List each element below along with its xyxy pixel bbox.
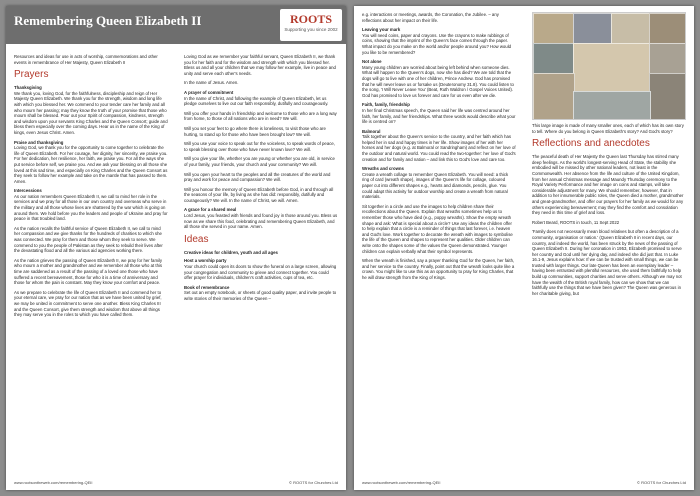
footer-copyright: © ROOTS for Churches Ltd: [289, 480, 338, 485]
section-text: In the name of Christ, and following the example of Queen Elizabeth, let us pledge ourselves to live out our faith responsibly, dutifully and courageously.: [184, 95, 329, 107]
section-text: Your church could open its doors to show the funeral on a large screen, allowing your congregation and community to grieve and connect together. You could offer prayer for individuals, children's craft activities, cups of tea, etc.: [184, 264, 337, 281]
section-text: The peaceful death of Her Majesty the Queen last Thursday has stirred many deep feelings. As the world's longest-serving Head of State, the stability she embodied will be missed by other national leaders, not least in the Commonwealth. Her absence from the life and culture of the United Kingdom, from her annual Christmas message and Maundy Thursday ceremony to the Royal Variety Performance and her image on coins and stamps, will take considerable adjustment for many. We should remember, however, that in addition to her innumerable public roles, the Queen died a mother, grandmother and great-grandmother, and offer our prayers for her family as we would for any others experiencing bereavement; may they find the comfort and consolation they need in this time of grief and loss.: [532, 154, 684, 216]
section-text: You will need coins, paper and crayons. Use the crayons to make rubbings of coins, showing that the imprint of the Queen's face comes through the paper. What impact do you make on the world and/or people around you? How would you like to be remembered?: [362, 32, 512, 55]
section-text: Lord Jesus, you feasted with friends and found joy in those around you. Bless us now as we share this food, celebrating and remembering Queen Elizabeth, and all those she served in your name. Amen.: [184, 213, 338, 230]
column-right: [184, 54, 338, 306]
section-text: In the name of Jesus. Amen.: [184, 80, 239, 86]
intro-text: Resources and ideas for use in acts of worship, commemorations and other events in remembrance of Her Majesty, Queen Elizabeth II: [14, 54, 158, 65]
section-heading: Thanksgiving: [14, 85, 42, 91]
section-heading: Intercessions: [14, 188, 42, 194]
column-left: [14, 54, 168, 322]
prayers-list: [14, 85, 168, 318]
ideas-list: [184, 258, 338, 301]
section-heading: A grace for a shared meal: [184, 207, 237, 213]
section-text: e.g. interactions or meetings, awards, the Coronation, the Jubilee. – any reflections about her impact on their life.: [362, 12, 499, 23]
ideas-list-cont: [362, 12, 516, 281]
section-heading: Balmoral: [362, 128, 381, 134]
section-text: 'Family does not necessarily mean blood relatives but often a description of a community, organisation or nation.' (Queen Elizabeth II in recent days, our country, and indeed the world, has been struck by the news of the passing of Queen Elizabeth II. During her coronation in 1953, Elizabeth promised to serve her country and God until her dying day, and indeed she did just that. In Luke 16.1-9, Jesus explains how: If we can be trusted with small things, we can be trusted with larger things. Our late Queen has been an exemplary leader – having been entrusted with plentiful resources, she used them faithfully to help build up communities, support charities and serve others. Although we may not have the wealth of the British royal family, how can we show that we can faithfully use the things that we have been given? The Queen was generous in her charitable giving, but: [532, 229, 682, 296]
section-text: Set out an empty notebook, or sheets of good quality paper, and invite people to write stories of their memories of the Queen –: [184, 290, 337, 301]
page-title: Remembering Queen Elizabeth II: [14, 13, 202, 28]
section-text: Will you honour the memory of Queen Elizabeth before God, in and through all the seasons of your life, by living as she has did: responsibly, dutifully and courageously? We will. In the name of Christ, we will. Amen.: [184, 186, 334, 203]
section-heading: Not alone: [362, 59, 382, 65]
section-text: We thank you, loving God, for the faithfulness, discipleship and reign of Her Majesty Queen Elizabeth. We thank you for the strength, wisdom and long life with which you blessed her. We commend to your tender care her family and all who mourn her passing; may they know the truth of your promise that those who mourn shall be blessed. Pour out your Spirit of compassion, kindness, strength and wisdom upon your servants King Charles and the Queen Consort; guide and bless them especially over the coming days. Hear us in the name of the King of kings, even Jesus Christ. Amen.: [14, 90, 168, 135]
section-text: Loving God, we thank you for the opportunity to come together to celebrate the life of Queen Elizabeth. For her courage, her dignity, her sincerity, we praise you. For her dedication, her resilience, her faith, we praise you. For all the ways she put service before self, we praise you. And we ask your blessing on all those she loved at this sad time, and especially on King Charles and the Queen Consort as they seek to follow her example and take on the mantle that has passed to them. Amen.: [14, 145, 168, 184]
section-text: Will you use your voice to speak out for the voiceless, to speak words of peace, to speak blessing over those who have never known love? We will.: [184, 141, 335, 152]
photo-caption: This large image is made of many smaller ones, each of which has its own story to tell. Where do you belong in Queen Elizabeth's story? And God's story?: [532, 123, 684, 134]
logo-word: ROOTS: [289, 12, 332, 26]
section-heading: Host a worship party: [184, 258, 227, 264]
page-1: [6, 6, 346, 490]
page-footer: [14, 480, 338, 485]
page-2: [354, 6, 694, 490]
logo-tagline: Supporting you since 2002: [284, 27, 338, 32]
section-text: Sit together in a circle and use the images to help children share their recollections about the Queen. Explain that wreaths sometimes help us to remember those who have died (e.g., poppy wreaths). Show the empty wreath shape and ask: What is special about a circle? Use any ideas the children offer to help explain that a circle is a reminder of things that last forever, i.e. heaven and God's love. Work together to decorate the wreath with images to symbolise the life of the Queen and shapes to represent her qualities. Older children can write onto the shapes some of the values the Queen demonstrated. Younger children can explain verbally what their symbol represents.: [362, 203, 513, 254]
section-text: As the nation recalls the faithful service of Queen Elizabeth II, we call to mind her compassion and we give thanks for the hundreds of charities to which she was connected. We pray for them and those whom they seek to serve. We commend to you the people of Pakistan as they seek to rebuild their lives after the devastating flood and all the various aid agencies working there.: [14, 225, 163, 254]
section-text: Talk together about the Queen's service to the country, and her faith which has helped her in sad and happy times in her life. Show images of her with her horses and her dogs (e.g. at Balmoral or Sandringham) and reflect on her love of the outdoor and natural world. You could read the two-together: her love of God's creation and for family and nation – and link this to God's love and care too.: [362, 134, 516, 162]
ideas-subheading: Creative ideas for children, youth and all ages: [184, 249, 278, 255]
section-text: Robert Beard, ROOTS in touch, 11 Sept 2022: [532, 219, 620, 225]
footer-url[interactable]: www.rootsontheweb.com/remembering-QEII: [362, 480, 441, 485]
section-text: Create a wreath collage to remember Queen Elizabeth. You will need: a thick ring of card (wreath shape), images of the Queen's life for collage, coloured paper cut into different shapes e.g., hearts and diamonds, pencils, glue. You could adapt this activity for outdoor worship and create a wreath from natural materials.: [362, 171, 509, 200]
ideas-heading: Ideas: [184, 233, 209, 245]
section-text: As the nation grieves the passing of Queen Elizabeth II, we pray for her family who mourn a mother and grandmother and we remember all those who at this time are saddened as a result of the passing of a loved one those who have suffered a recent bereavement, those for who it is a time of anniversary and those for whom the pain is constant. May they know your comfort and peace.: [14, 257, 163, 286]
footer-url[interactable]: www.rootsontheweb.com/remembering-QEII: [14, 480, 93, 485]
section-text: In her final Christmas speech, the Queen said her life was centred around her faith, her family, and her friendships. What three words would describe what your life is centred on?: [362, 107, 516, 125]
section-heading: Praise and thanksgiving: [14, 139, 64, 145]
section-text: Many young children are worried about being left behind when someone dies. What will happen to the Queen's dogs, now she has died? We are told that the dogs will go to live with one of her children, Prince Andrew. God has promised that he will never leave us or forsake us (Deuteronomy 31.8). You could listen to the song, 'I Will Never Leave You' (Beat, Ruth Waldron / Gospel Voices United). God has promised to love us forever and care for us even after we die.: [362, 64, 514, 98]
roots-logo: [280, 9, 342, 41]
section-text: Will you offer your hands in friendship and welcome to those who are a long way from home, to those of all nations who are in need? We will.: [184, 110, 337, 122]
section-text: Loving God as we remember your faithful servant, Queen Elizabeth II, we thank you for her faith and for the wisdom and strength with which you blessed her. Bless us and all your children that we may follow her example, live in peace and unity and serve each other's needs.: [184, 54, 336, 76]
section-text: Will you give your life, whether you are young or whether you are old, in service of your family, your friends, your church and your community? We will.: [184, 156, 335, 167]
section-text: Will you open your heart to the peoples and all the creatures of the world and pray and work for peace and compassion? We will.: [184, 171, 331, 183]
section-heading: Leaving your mark: [362, 27, 401, 33]
section-text: Will you set your feet to go where there is loneliness, to visit those who are hurting, to stand up for those who have been brought low? We will.: [184, 125, 326, 137]
section-text: As we prepare to celebrate the life of Queen Elizabeth II and commend her to your eternal care, we pray for our nation that as we have been united by grief, we may be united in commitment to serve one another. Bless King Charles III and the Queen Consort, give them strength and wisdom that above all things they may serve you in the roles to which you have called them.: [14, 289, 162, 318]
section-heading: Book of remembrance: [184, 284, 230, 290]
section-heading: Faith, family, friendship: [362, 102, 410, 108]
section-text: When the wreath is finished, say a prayer thanking God for the Queen, her faith, and her service to the country. Finally, point out that the wreath looks quite like a crown. You might like to use this as an opportunity to pray for King Charles, that he will draw strength from the King of Kings.: [362, 258, 515, 280]
footer-copyright: © ROOTS for Churches Ltd: [637, 480, 686, 485]
mosaic-photo: [532, 12, 686, 120]
page-footer: [362, 480, 686, 485]
column-right: [532, 12, 686, 300]
prayers-list-cont: [184, 54, 338, 230]
page-header: [6, 6, 346, 44]
column-left: [362, 12, 516, 285]
section-heading: A prayer of commitment: [184, 89, 234, 95]
reflections-list: [532, 154, 686, 296]
section-heading: Wreaths and crowns: [362, 166, 404, 172]
prayers-heading: Prayers: [14, 69, 49, 81]
reflections-heading: Reflections and anecdotes: [532, 138, 650, 150]
section-text: As our nation remembers Queen Elizabeth II, we call to mind her role in the services and we pray for all those in our own country and overseas who serve in the military and all those whose lives are shattered by the war which is going on around them. We hold before you the leaders and people of Ukraine and pray for peace in that troubled land.: [14, 193, 168, 222]
